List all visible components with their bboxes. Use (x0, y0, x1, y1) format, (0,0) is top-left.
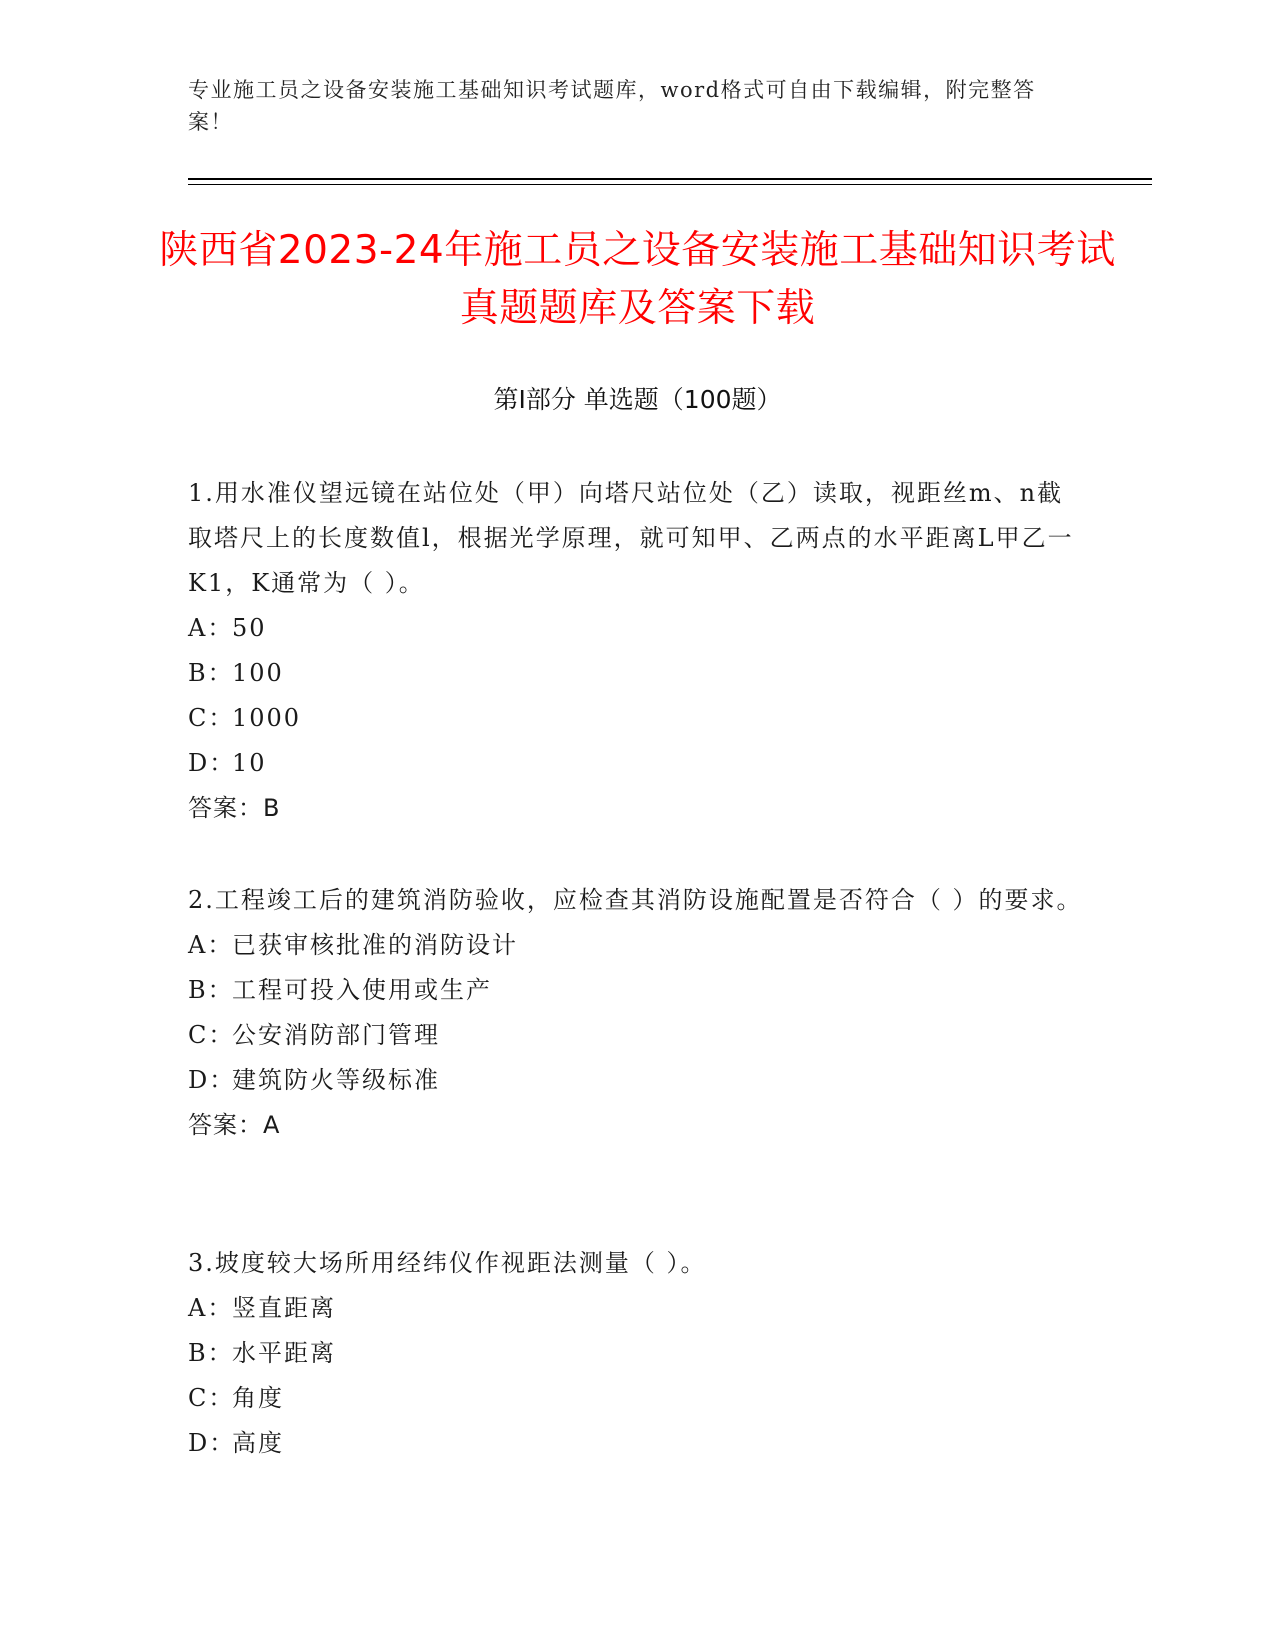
option-text: 竖直距离 (232, 1294, 336, 1322)
option-text: 角度 (232, 1384, 284, 1412)
header-rule-thin (188, 184, 1152, 185)
option-b (188, 1331, 1088, 1376)
option-text: 建筑防火等级标准 (232, 1066, 440, 1094)
option-text: 水平距离 (232, 1339, 336, 1367)
option-b (188, 968, 1088, 1013)
option-key: A： (188, 931, 234, 959)
option-text: 10 (232, 749, 267, 777)
question-2 (188, 878, 1088, 1148)
option-key: C： (188, 1384, 235, 1412)
option-key: B： (188, 976, 234, 1004)
option-c (188, 696, 1088, 741)
option-key: C： (188, 704, 235, 732)
option-c (188, 1013, 1088, 1058)
option-a (188, 1286, 1088, 1331)
option-key: A： (188, 1294, 234, 1322)
option-c (188, 1376, 1088, 1421)
question-1 (188, 471, 1088, 831)
option-text: 100 (232, 659, 284, 687)
option-b (188, 651, 1088, 696)
option-text: 已获审核批准的消防设计 (232, 931, 518, 959)
option-key: D： (188, 749, 236, 777)
option-text: 工程可投入使用或生产 (232, 976, 492, 1004)
option-a (188, 923, 1088, 968)
option-text: 公安消防部门管理 (232, 1021, 440, 1049)
option-key: D： (188, 1429, 236, 1457)
option-text: 1000 (232, 704, 302, 732)
question-stem: 2.工程竣工后的建筑消防验收，应检查其消防设施配置是否符合（ ）的要求。 (188, 886, 1083, 914)
option-text: 高度 (232, 1429, 284, 1457)
option-key: D： (188, 1066, 236, 1094)
option-d (188, 1421, 1088, 1466)
option-a (188, 606, 1088, 651)
answer-line: 答案：A (188, 1111, 281, 1139)
option-key: C： (188, 1021, 235, 1049)
answer-line: 答案：B (188, 794, 281, 822)
option-key: B： (188, 1339, 234, 1367)
option-key: A： (188, 614, 234, 642)
question-stem: 3.坡度较大场所用经纬仪作视距法测量（ ）。 (188, 1249, 707, 1277)
option-d (188, 1058, 1088, 1103)
header-rule-thick (188, 178, 1152, 180)
option-key: B： (188, 659, 234, 687)
question-3 (188, 1241, 1088, 1466)
document-title: 陕西省2023-24年施工员之设备安装施工基础知识考试真题题库及答案下载 (159, 228, 1116, 331)
header-note: 专业施工员之设备安装施工基础知识考试题库，word格式可自由下载编辑，附完整答案！ (188, 78, 1036, 134)
section-heading: 第Ⅰ部分 单选题（100题） (493, 385, 782, 414)
option-text: 50 (232, 614, 267, 642)
question-stem: 1.用水准仪望远镜在站位处（甲）向塔尺站位处（乙）读取，视距丝m、n截取塔尺上的长度数值l，根据光学原理，就可知甲、乙两点的水平距离L甲乙一K1，K通常为（ ）。 (188, 479, 1074, 597)
option-d (188, 741, 1088, 786)
